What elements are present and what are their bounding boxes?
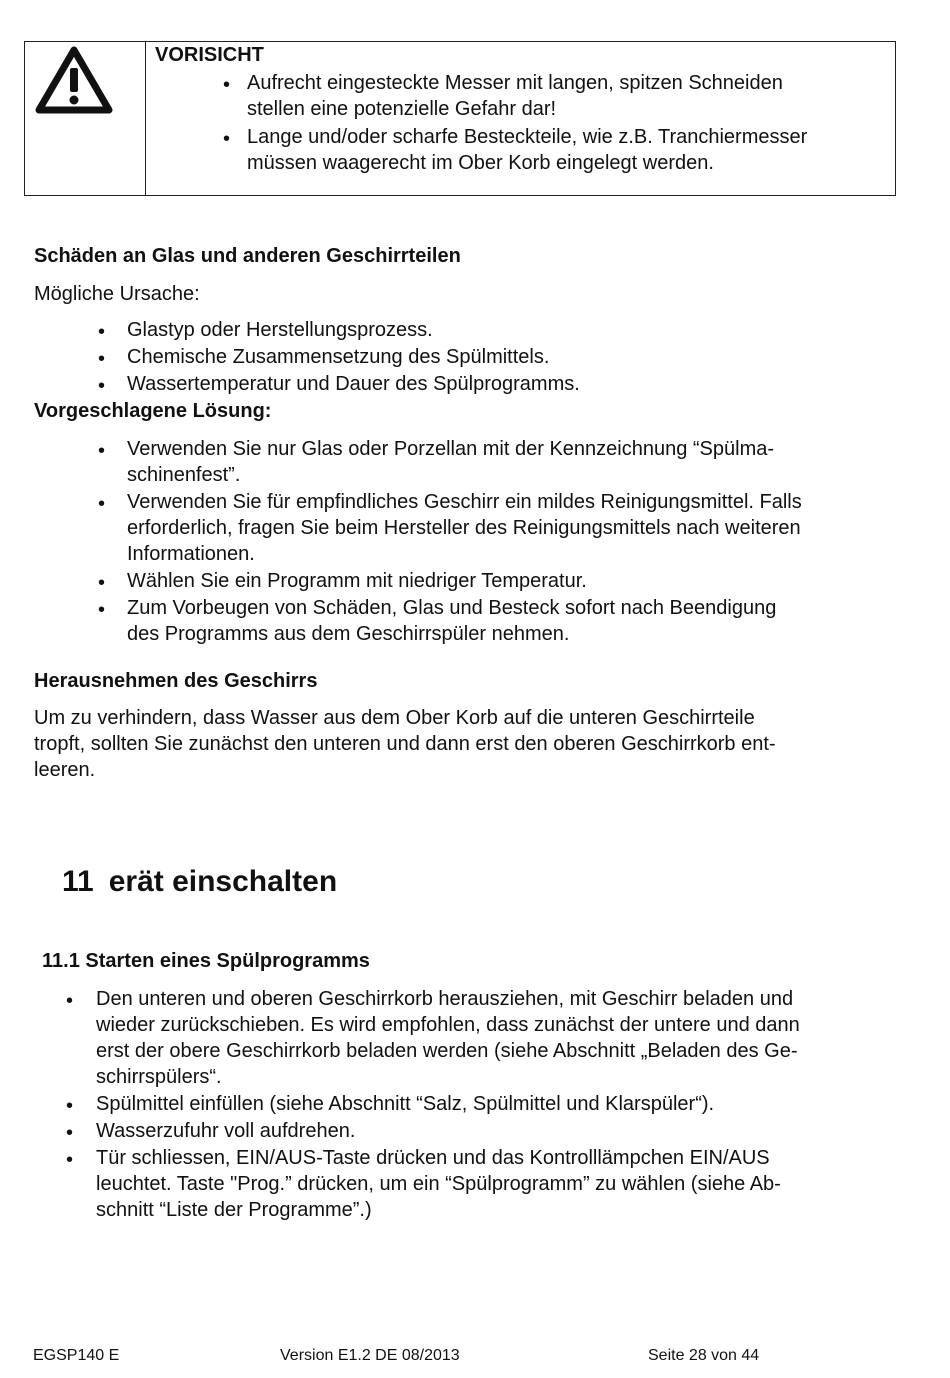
section-line: schnitt “Liste der Programme”.) (96, 1199, 372, 1221)
cause-bullet: • (98, 375, 106, 397)
solution-line: erforderlich, fragen Sie beim Hersteller des Reinigungsmittels nach weiteren (127, 517, 801, 539)
cause-bullet: • (98, 348, 106, 370)
section-bullet: • (66, 1149, 74, 1171)
unload-line: tropft, sollten Sie zunächst den unteren und dann erst den oberen Geschirrkorb ent- (34, 733, 776, 755)
solution-line: Zum Vorbeugen von Schäden, Glas und Besteck sofort nach Beendigung (127, 597, 777, 619)
cause-item: Glastyp oder Herstellungsprozess. (127, 319, 433, 341)
section-line: schirrspülers“. (96, 1066, 222, 1088)
warning-icon-cell (25, 42, 146, 195)
unload-line: leeren. (34, 759, 96, 781)
section-line: Tür schliessen, EIN/AUS-Taste drücken und das Kontrolllämpchen EIN/AUS (96, 1147, 770, 1169)
footer-version: Version E1.2 DE 08/2013 (280, 1347, 460, 1364)
warning-bullet-2: • (223, 128, 231, 150)
section-line: Den unteren und oberen Geschirrkorb herausziehen, mit Geschirr beladen und (96, 988, 794, 1010)
warning-box (24, 41, 896, 196)
solution-bullet: • (98, 599, 106, 621)
solution-line: Verwenden Sie für empfindliches Geschirr ein mildes Reinigungsmittel. Falls (127, 491, 802, 513)
warning-bullet-1: • (223, 74, 231, 96)
warning-item-2-line-1: Lange und/oder scharfe Besteckteile, wie z.B. Tranchiermesser (247, 126, 808, 148)
warning-title: VORISICHT (155, 44, 264, 66)
warning-item-1-line-1: Aufrecht eingesteckte Messer mit langen, spitzen Schneiden (247, 72, 783, 94)
footer-page: Seite 28 von 44 (648, 1347, 760, 1364)
solution-bullet: • (98, 493, 106, 515)
section-line: wieder zurückschieben. Es wird empfohlen, dass zunächst der untere und dann (96, 1014, 800, 1036)
warning-item-2-line-2: müssen waagerecht im Ober Korb eingelegt werden. (247, 152, 714, 174)
solution-line: des Programms aus dem Geschirrspüler nehmen. (127, 623, 570, 645)
solution-bullet: • (98, 440, 106, 462)
chapter-heading (62, 865, 337, 899)
section-bullet: • (66, 1095, 74, 1117)
section-line: leuchtet. Taste "Prog.” drücken, um ein “Spülprogramm” zu wählen (siehe Ab- (96, 1173, 781, 1195)
solution-line: schinenfest”. (127, 464, 241, 486)
solution-line: Wählen Sie ein Programm mit niedriger Temperatur. (127, 570, 587, 592)
chapter-number: 11 (62, 865, 94, 898)
footer-model: EGSP140 E (33, 1347, 120, 1364)
section-line: Wasserzufuhr voll aufdrehen. (96, 1120, 356, 1142)
section-line: Spülmittel einfüllen (siehe Abschnitt “Salz, Spülmittel und Klarspüler“). (96, 1093, 715, 1115)
unload-line: Um zu verhindern, dass Wasser aus dem Ober Korb auf die unteren Geschirrteile (34, 707, 755, 729)
unload-heading: Herausnehmen des Geschirrs (34, 670, 318, 692)
warning-item-1-line-2: stellen eine potenzielle Gefahr dar! (247, 98, 557, 120)
warning-triangle-icon (35, 46, 113, 116)
cause-item: Wassertemperatur und Dauer des Spülprogramms. (127, 373, 580, 395)
solution-bullet: • (98, 572, 106, 594)
cause-item: Chemische Zusammensetzung des Spülmittels. (127, 346, 550, 368)
solution-line: Verwenden Sie nur Glas oder Porzellan mit der Kennzeichnung “Spülma- (127, 438, 775, 460)
section-heading: 11.1 Starten eines Spülprogramms (42, 950, 370, 972)
cause-bullet: • (98, 321, 106, 343)
cause-label: Mögliche Ursache: (34, 283, 200, 305)
damage-heading: Schäden an Glas und anderen Geschirrteilen (34, 245, 461, 267)
section-bullet: • (66, 990, 74, 1012)
chapter-title: erät einschalten (108, 865, 338, 898)
solution-label: Vorgeschlagene Lösung: (34, 400, 272, 422)
solution-line: Informationen. (127, 543, 255, 565)
section-bullet: • (66, 1122, 74, 1144)
section-line: erst der obere Geschirrkorb beladen werden (siehe Abschnitt „Beladen des Ge- (96, 1040, 798, 1062)
